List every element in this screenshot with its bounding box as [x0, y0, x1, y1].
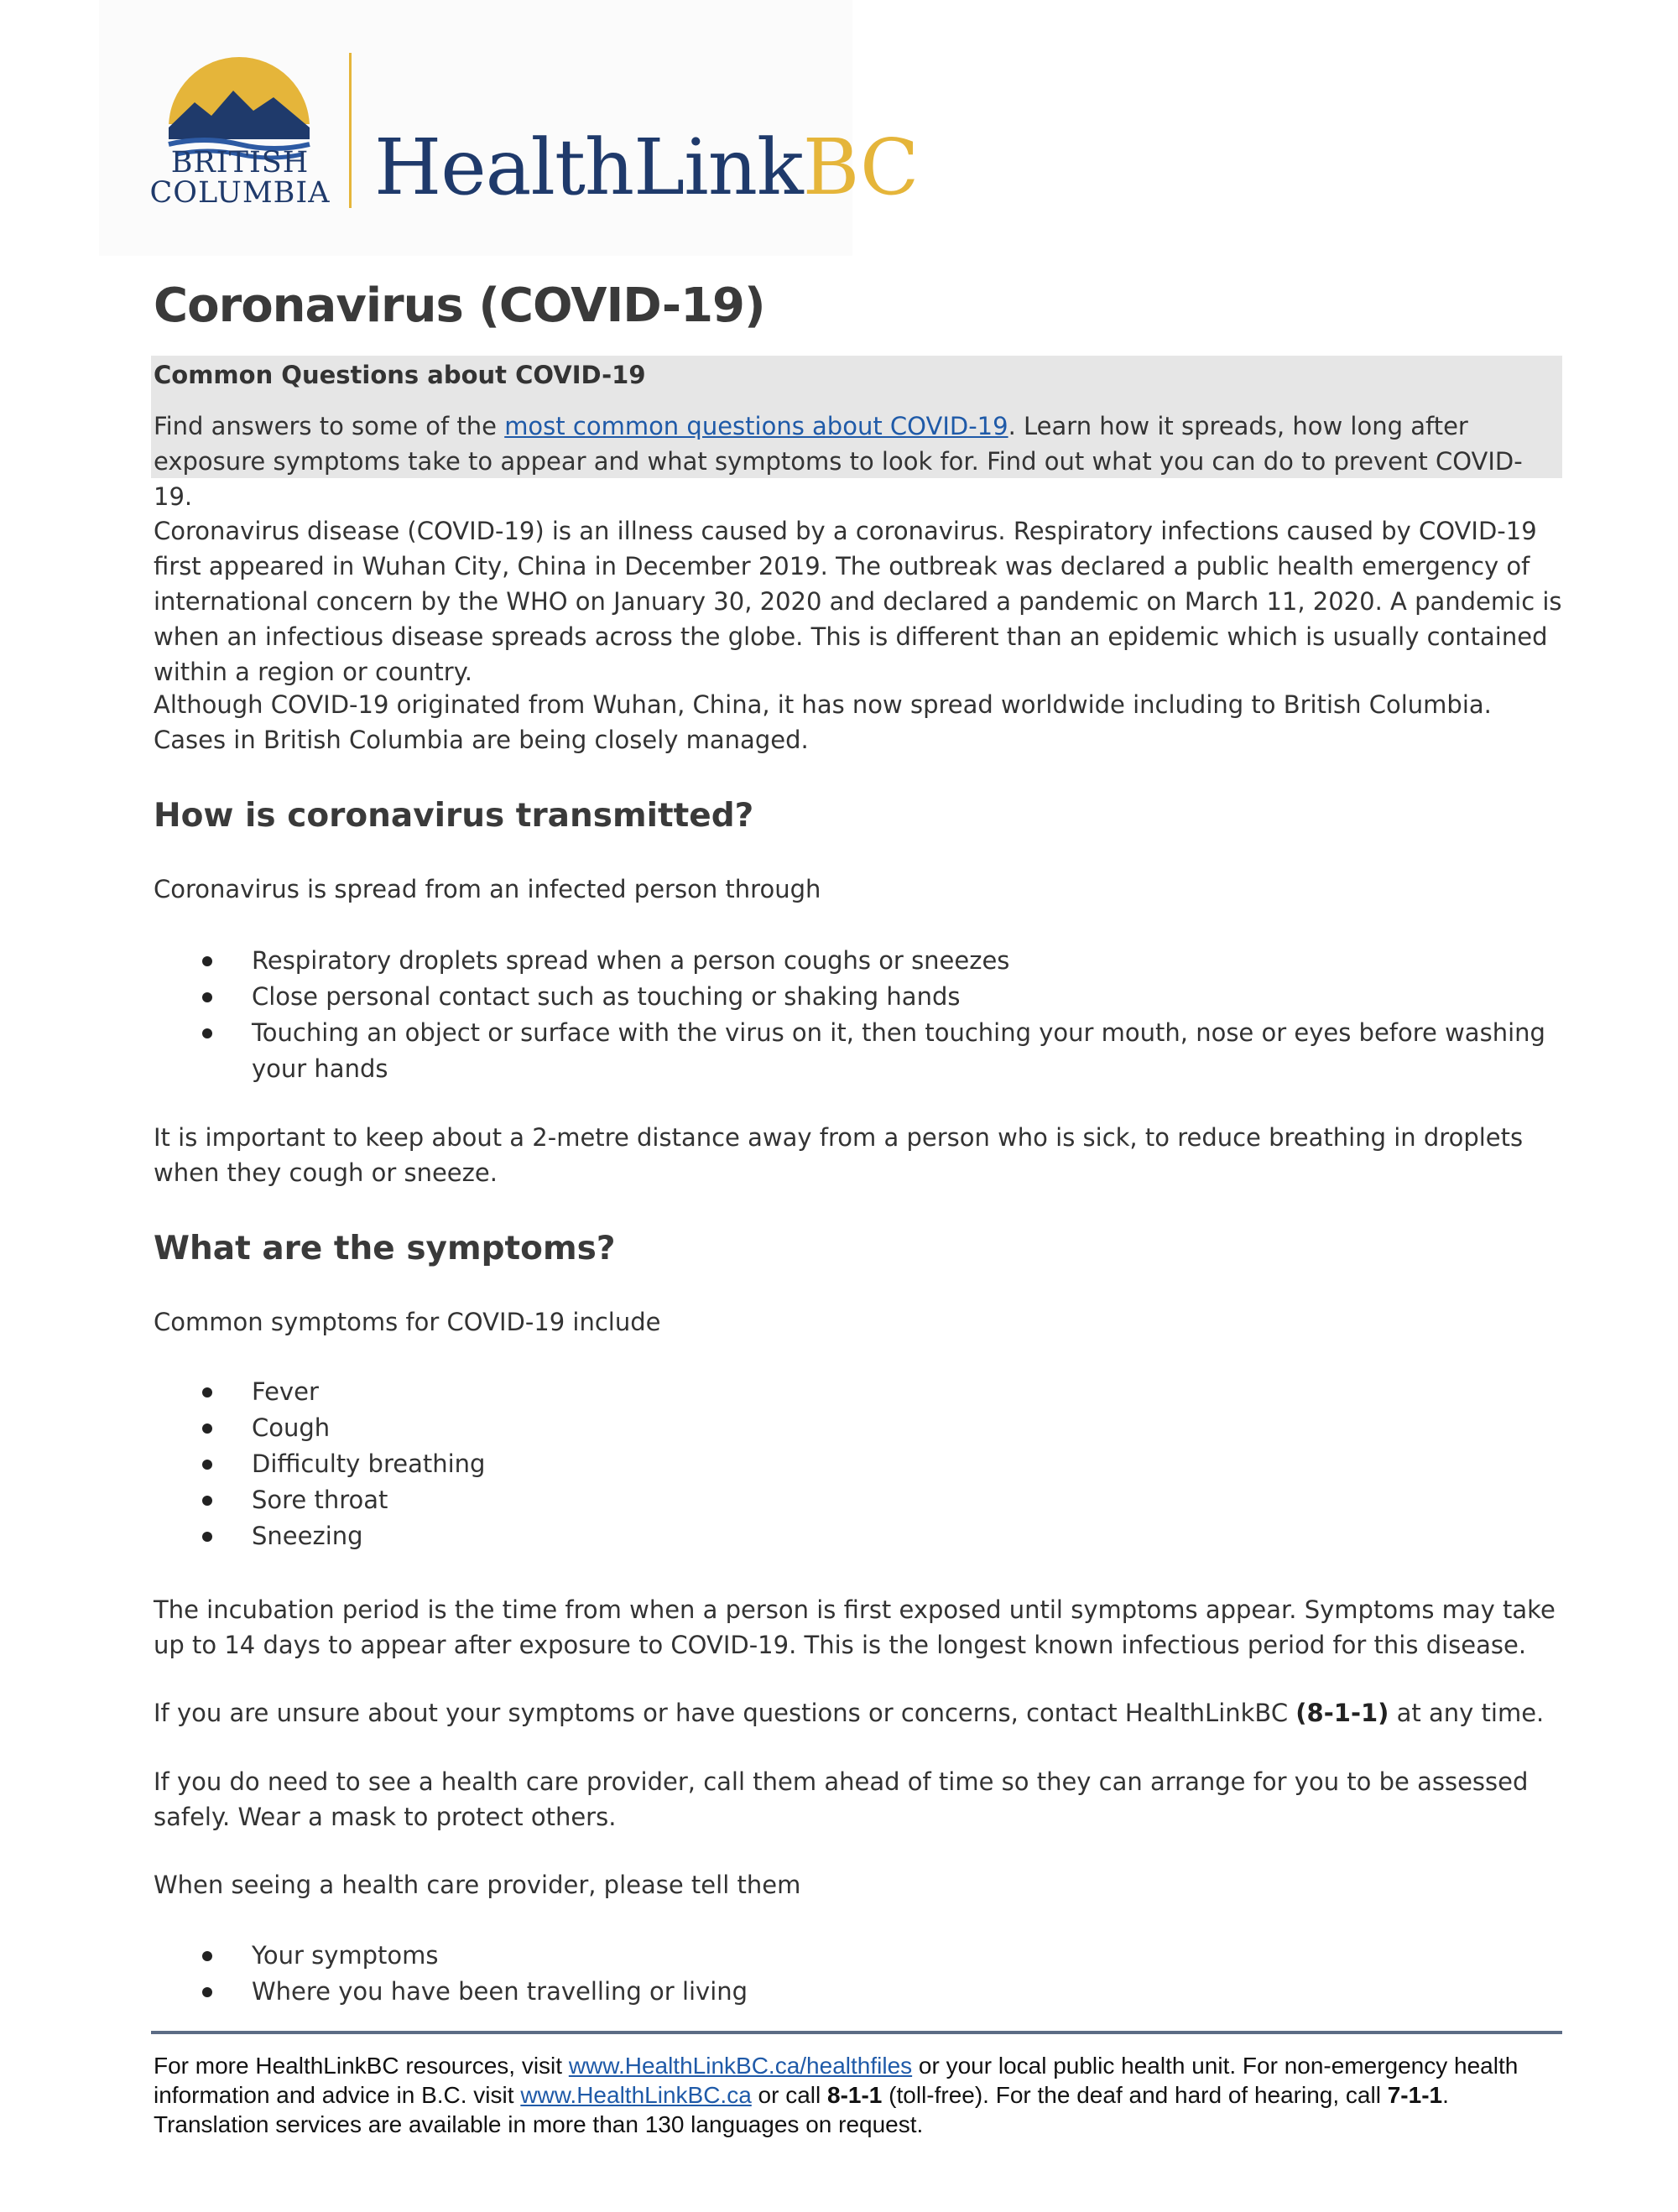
tell-provider-lead: When seeing a health care provider, please tell them [154, 1871, 801, 1899]
provider-paragraph: If you do need to see a health care provider, call them ahead of time so they can arrange for you to be assessed safely. Wear a mask to protect others. [154, 1767, 1529, 1831]
footer-t5: . Translation services are available in more than 130 languages on request. [154, 2082, 1449, 2137]
transmission-heading: How is coronavirus transmitted? [154, 797, 754, 835]
phone-711: 7-1-1 [1387, 2082, 1443, 2108]
list-item-text: Touching an object or surface with the virus on it, then touching your mouth, nose or eyes before washing your hands [252, 1018, 1545, 1083]
unsure-text-before: If you are unsure about your symptoms or have questions or concerns, contact HealthLinkBC [154, 1699, 1296, 1727]
page-title: Coronavirus (COVID-19) [154, 278, 765, 333]
callout-heading: Common Questions about COVID-19 [154, 361, 646, 389]
footer-t3: or call [751, 2082, 828, 2108]
phone-811: 8-1-1 [827, 2082, 883, 2108]
callout-text-after: . Learn how it spreads, how long after exposure symptoms take to appear and what symptoms to look for. Find out what you can do to prevent COVID-19. [154, 412, 1523, 511]
list-item-text: Sneezing [252, 1522, 363, 1550]
list-item-text: Difficulty breathing [252, 1450, 486, 1478]
incubation-paragraph: The incubation period is the time from when a person is first exposed until symptoms appear. Symptoms may take up to 14 days to appear after exposure to COVID-19. This is the longest known infectious period for this disease. [154, 1595, 1556, 1659]
list-item-text: Respiratory droplets spread when a person coughs or sneezes [252, 946, 1010, 975]
bullet-icon [202, 1496, 212, 1506]
bullet-icon [202, 1387, 212, 1397]
list-item [154, 979, 1563, 1015]
logo-divider [349, 53, 352, 208]
brand-suffix: BC [802, 122, 919, 212]
footer-divider [151, 2031, 1562, 2034]
common-questions-link[interactable]: most common questions about COVID-19 [504, 412, 1008, 440]
list-item [154, 1938, 1563, 1974]
transmission-note: It is important to keep about a 2-metre distance away from a person who is sick, to reduce breathing in droplets when they cough or sneeze. [154, 1123, 1524, 1187]
intro-paragraph-2: Although COVID-19 originated from Wuhan, China, it has now spread worldwide including to British Columbia. Cases in British Columbia are being closely managed. [154, 690, 1492, 754]
province-line-2: COLUMBIA [149, 176, 331, 210]
transmission-lead: Coronavirus is spread from an infected person through [154, 875, 821, 903]
list-item-text: Cough [252, 1413, 331, 1442]
bullet-icon [202, 1423, 212, 1434]
tell-provider-list [154, 1938, 1563, 2010]
bullet-icon [202, 956, 212, 966]
list-item-text: Your symptoms [252, 1941, 439, 1970]
brand-main: HealthLink [374, 122, 803, 212]
symptoms-heading: What are the symptoms? [154, 1230, 616, 1267]
list-item [154, 1518, 1563, 1554]
list-item-text: Where you have been travelling or living [252, 1977, 748, 2006]
list-item-text: Fever [252, 1377, 319, 1406]
list-item-text: Sore throat [252, 1486, 388, 1514]
province-line-1: BRITISH [170, 146, 310, 180]
bullet-icon [202, 1460, 212, 1470]
footer-text [154, 2051, 1563, 2139]
bullet-icon [202, 1028, 212, 1038]
transmission-list [154, 943, 1563, 1087]
callout-text [154, 409, 1555, 514]
list-item [154, 1374, 1563, 1410]
bullet-icon [202, 1951, 212, 1961]
symptoms-list [154, 1374, 1563, 1554]
symptoms-lead: Common symptoms for COVID-19 include [154, 1308, 661, 1336]
intro-paragraph-1: Coronavirus disease (COVID-19) is an illness caused by a coronavirus. Respiratory infections caused by COVID-19 first appeared in Wuhan City, China in December 2019. The outbreak was declared a public health emergency of international concern by the WHO on January 30, 2020 and declared a pandemic on March 11, 2020. A pandemic is when an infectious disease spreads across the globe. This is different than an epidemic which is usually contained within a region or country. [154, 517, 1562, 686]
healthfiles-link[interactable]: www.HealthLinkBC.ca/healthfiles [568, 2053, 913, 2079]
bullet-icon [202, 1987, 212, 1997]
footer-t2: or your local public health unit. For non-emergency health information and advice in B.C. visit [154, 2053, 1519, 2108]
bullet-icon [202, 1532, 212, 1542]
list-item [154, 1446, 1563, 1482]
list-item [154, 943, 1563, 979]
unsure-text-after: at any time. [1389, 1699, 1545, 1727]
list-item [154, 1482, 1563, 1518]
bullet-icon [202, 992, 212, 1002]
list-item-text: Close personal contact such as touching or shaking hands [252, 982, 961, 1011]
footer-t1: For more HealthLinkBC resources, visit [154, 2053, 569, 2079]
list-item [154, 1410, 1563, 1446]
footer-t4: (toll-free). For the deaf and hard of hearing, call [882, 2082, 1388, 2108]
healthlinkbc-wordmark [374, 122, 919, 212]
phone-number-811: (8-1-1) [1295, 1699, 1389, 1727]
british-columbia-wordmark [144, 148, 336, 208]
unsure-paragraph [154, 1695, 1563, 1731]
healthlinkbc-link[interactable]: www.HealthLinkBC.ca [520, 2082, 752, 2108]
list-item [154, 1974, 1563, 2010]
callout-text-before: Find answers to some of the [154, 412, 505, 440]
list-item [154, 1015, 1563, 1087]
